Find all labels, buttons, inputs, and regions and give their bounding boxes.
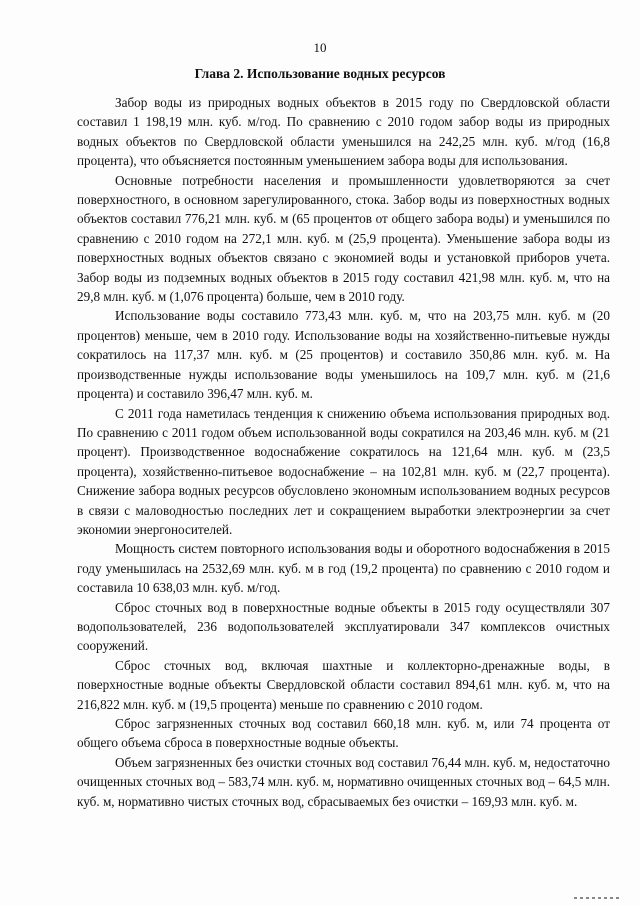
paragraph: С 2011 года наметилась тенденция к снижению объема использования природных вод. По сравнению с 2011 годом объем использованной воды сократился на 203,46 млн. куб. м (21 процент). Производственное водоснабжение сократилось на 121,64 млн. куб. м (23,5 процента), хозяйственно-питьевое водоснабжение – на 102,81 млн. куб. м (22,7 процента). Снижение забора водных ресурсов обусловлено экономным использованием водных ресурсов в связи с маловодностью последних лет и сокращением выработки электроэнергии за счет экономии энергоносителей. (77, 405, 610, 537)
paragraph: Сброс сточных вод в поверхностные водные объекты в 2015 году осуществляли 307 водопользователей, 236 водопользователей эксплуатировали 347 комплексов очистных сооружений. (77, 599, 610, 654)
chapter-title: Глава 2. Использование водных ресурсов (194, 66, 446, 81)
body-text (77, 93, 610, 811)
paragraph: Использование воды составило 773,43 млн. куб. м, что на 203,75 млн. куб. м (20 процентов) меньше, чем в 2010 году. Использование воды на хозяйственно-питьевые нужды сократилось на 117,37 млн. куб. м (25 процентов) и составило 350,86 млн. куб. м. На производственные нужды использование воды уменьшилось на 109,7 млн. куб. м (21,6 процента) и составило 396,47 млн. куб. м. (77, 308, 610, 402)
page-number: 10 (313, 40, 327, 55)
paragraph: Сброс загрязненных сточных вод составил 660,18 млн. куб. м, или 74 процента от общего объема сброса в поверхностные водные объекты. (77, 716, 610, 751)
scan-corner-mark (574, 897, 622, 899)
paragraph: Сброс сточных вод, включая шахтные и коллекторно-дренажные воды, в поверхностные водные объекты Свердловской области составил 894,61 млн. куб. м, что на 216,822 млн. куб. м (19,5 процента) меньше по сравнению с 2010 годом. (77, 657, 610, 712)
paragraph: Мощность систем повторного использования воды и оборотного водоснабжения в 2015 году уменьшилась на 2532,69 млн. куб. м в год (19,2 процента) по сравнению с 2010 годом и составила 10 638,03 млн. куб. м/год. (77, 541, 610, 596)
paragraph: Забор воды из природных водных объектов в 2015 году по Свердловской области составил 1 198,19 млн. куб. м/год. По сравнению с 2010 годом забор воды из природных водных объектов по Свердловской области уменьшился на 242,25 млн. куб. м/год (16,8 процента), что объясняется постоянным уменьшением забора воды для использования. (77, 95, 610, 169)
paragraph: Объем загрязненных без очистки сточных вод составил 76,44 млн. куб. м, недостаточно очищенных сточных вод – 583,74 млн. куб. м, нормативно очищенных сточных вод – 64,5 млн. куб. м, нормативно чистых сточных вод, сбрасываемых без очистки – 169,93 млн. куб. м. (77, 754, 610, 809)
paragraph: Основные потребности населения и промышленности удовлетворяются за счет поверхностного, в основном зарегулированного, стока. Забор воды из поверхностных водных объектов составил 776,21 млн. куб. м (65 процентов от общего забора воды) и уменьшился по сравнению с 2010 годом на 272,1 млн. куб. м (25,9 процента). Уменьшение забора воды из поверхностных водных объектов связано с экономией воды и установкой приборов учета. Забор воды из подземных водных объектов в 2015 году составил 421,98 млн. куб. м, что на 29,8 млн. куб. м (1,076 процента) больше, чем в 2010 году. (77, 172, 610, 305)
